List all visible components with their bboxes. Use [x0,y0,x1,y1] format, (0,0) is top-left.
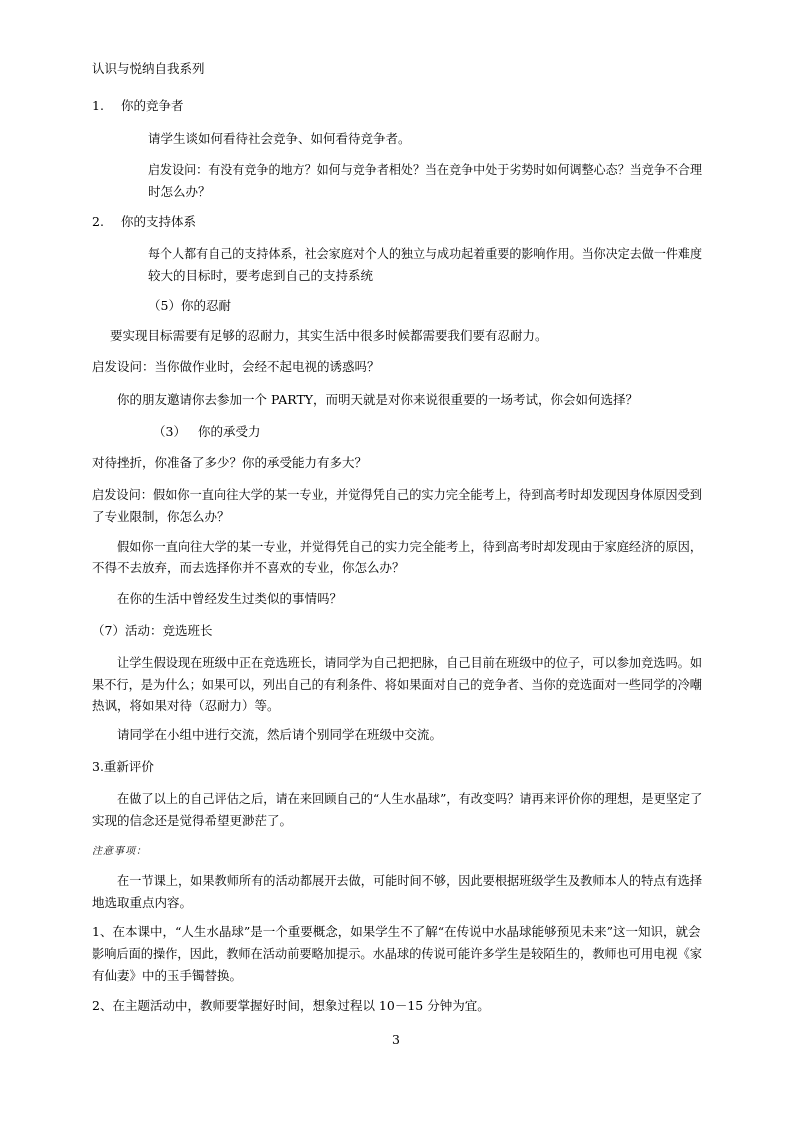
section-7-paragraph-line-3: 热讽，将如果对待（忍耐力）等。 [92,698,280,713]
section-2-number: 2. [92,214,104,229]
section-1-question-line-2: 时怎么办？ [148,184,211,199]
notes-heading: 注意事项： [92,846,147,857]
notes-paragraph-1-line-2: 地选取重点内容。 [92,895,193,910]
section-1-title: 你的竞争者 [121,98,184,113]
section-5-heading: （5）你的忍耐 [148,298,231,313]
section-1-number: 1. [92,98,104,113]
section-3-question-3: 在你的生活中曾经发生过类似的事情吗？ [117,591,343,606]
section-reassess-heading: 3.重新评价 [92,759,154,774]
section-7-paragraph-line-2: 果不行，是为什么；如果可以，列出自己的有利条件、将如果面对自己的竞争者、当你的竞选面对一些同学的冷嘲 [92,677,703,692]
section-2-paragraph-line-1: 每个人都有自己的支持体系，社会家庭对个人的独立与成功起着重要的影响作用。当你决定去做一件难度 [148,246,703,261]
section-1-question-line-1: 启发设问：有没有竞争的地方？如何与竞争者相处？当在竞争中处于劣势时如何调整心态？当竞争不合理 [148,162,703,177]
section-5-question-2: 你的朋友邀请你去参加一个 PARTY，而明天就是对你来说很重要的一场考试，你会如何选择？ [117,392,639,407]
section-7-paragraph-line-1: 让学生假设现在班级中正在竞选班长，请同学为自己把把脉，自己目前在班级中的位子，可以参加竞选吗。如 [117,655,703,670]
notes-item-1-line-2: 影响后面的操作，因此，教师在活动前要略加提示。水晶球的传说可能许多学生是较陌生的，教师也可用电视《家 [92,946,703,961]
section-reassess-paragraph-line-1: 在做了以上的自己评估之后，请在来回顾自己的“人生水晶球”，有改变吗？请再来评价你的理想，是更坚定了 [117,791,703,806]
page-number: 3 [392,1032,400,1047]
notes-paragraph-1-line-1: 在一节课上，如果教师所有的活动都展开去做，可能时间不够，因此要根据班级学生及教师本人的特点有选择 [117,873,703,888]
section-3-question-1-line-1: 启发设问：假如你一直向往大学的某一专业，并觉得凭自己的实力完全能考上，待到高考时却发现因身体原因受到 [92,487,703,502]
section-3-question-2-line-1: 假如你一直向往大学的某一专业，并觉得凭自己的实力完全能考上，待到高考时却发现由于家庭经济的原因， [117,539,703,554]
notes-item-1-line-1: 1、在本课中，“人生水晶球”是一个重要概念，如果学生不了解“在传说中水晶球能够预见未来”这一知识，就会 [92,924,701,939]
section-3-title: 你的承受力 [198,424,261,439]
section-3-question-1-line-2: 了专业限制，你怎么办？ [92,509,230,524]
section-reassess-paragraph-line-2: 实现的信念还是觉得希望更渺茫了。 [92,813,293,828]
section-1-paragraph: 请学生谈如何看待社会竞争、如何看待竞争者。 [148,131,411,146]
section-5-question-1: 启发设问：当你做作业时，会经不起电视的诱惑吗？ [92,359,380,374]
section-7-heading: （7）活动：竞选班长 [92,623,213,638]
notes-item-2: 2、在主题活动中，教师要掌握好时间，想象过程以 10－15 分钟为宜。 [92,998,490,1013]
section-3-number: （3） [153,424,186,439]
section-2-paragraph-line-2: 较大的目标时，要考虑到自己的支持系统 [148,268,374,283]
header-title: 认识与悦纳自我系列 [92,61,205,76]
section-7-paragraph-2: 请同学在小组中进行交流，然后请个别同学在班级中交流。 [117,727,443,742]
section-2-title: 你的支持体系 [121,214,197,229]
notes-item-1-line-3: 有仙妻》中的玉手镯替换。 [92,968,243,983]
section-3-question-2-line-2: 不得不去放弃，而去选择你并不喜欢的专业，你怎么办？ [92,560,405,575]
section-5-paragraph: 要实现目标需要有足够的忍耐力，其实生活中很多时候都需要我们要有忍耐力。 [110,328,548,343]
section-3-paragraph: 对待挫折，你准备了多少？你的承受能力有多大？ [92,455,368,470]
